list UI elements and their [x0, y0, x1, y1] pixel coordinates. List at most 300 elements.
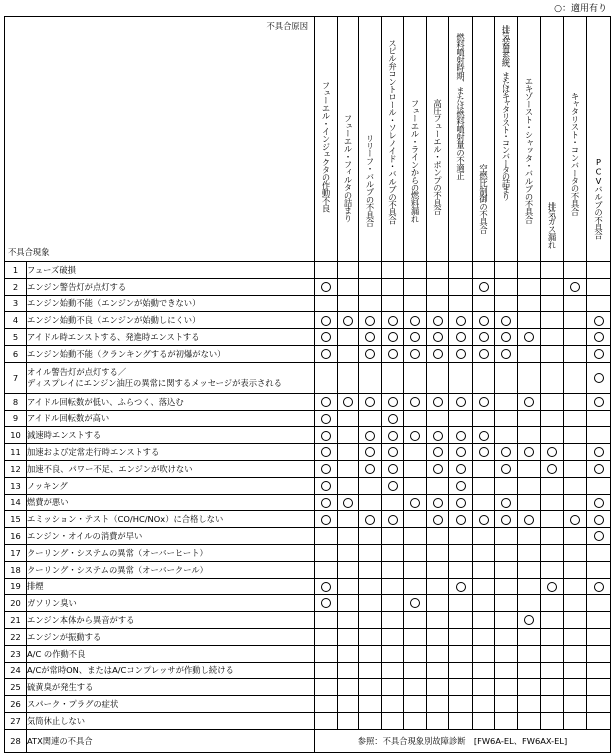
row-number: 28 — [5, 729, 27, 752]
cause-header — [427, 17, 449, 262]
table-row — [5, 362, 611, 393]
row-number: 14 — [5, 494, 27, 511]
applicability-cell — [564, 362, 587, 393]
table-row — [5, 628, 611, 645]
applicable-circle-icon — [365, 349, 375, 359]
applicability-cell — [564, 544, 587, 561]
applicable-circle-icon — [433, 498, 443, 508]
applicability-cell — [338, 662, 359, 679]
symptom-line: エミッション・テスト（CO/HC/NOx）に合格しない — [27, 514, 224, 525]
cause-label: フューエル・ラインからの燃料漏れ — [410, 99, 420, 223]
applicability-cell — [495, 511, 518, 528]
applicability-cell — [473, 312, 495, 329]
applicability-cell — [495, 494, 518, 511]
symptom-line: スパーク・プラグの症状 — [27, 699, 119, 710]
symptom-label — [27, 662, 315, 679]
cause-label: 燃料噴射時期、または燃料噴射量の不適正 — [455, 33, 466, 180]
table-row — [5, 278, 611, 295]
row-number: 4 — [5, 312, 27, 329]
applicable-circle-icon — [547, 447, 557, 457]
symptom-label — [27, 696, 315, 713]
symptom-label — [27, 645, 315, 662]
table-row — [5, 561, 611, 578]
applicable-circle-icon — [433, 515, 443, 525]
applicability-cell — [473, 393, 495, 410]
applicability-cell — [359, 544, 382, 561]
reference-note: 参照：不具合現象別故障診断 [FW6A-EL、FW6AX-EL] — [315, 729, 611, 752]
table-row — [5, 444, 611, 461]
applicability-cell — [449, 295, 473, 312]
symptom-line: A/Cが常時ON、またはA/Cコンプレッサが作動し続ける — [27, 665, 234, 676]
applicability-cell — [541, 345, 564, 362]
applicability-cell — [359, 410, 382, 427]
cause-header — [315, 17, 338, 262]
applicability-cell — [587, 494, 611, 511]
applicability-cell — [518, 628, 541, 645]
symptom-label — [27, 427, 315, 444]
applicable-circle-icon — [410, 397, 420, 407]
applicable-circle-icon — [501, 464, 511, 474]
applicability-cell — [449, 262, 473, 279]
row-number: 25 — [5, 679, 27, 696]
applicable-circle-icon — [524, 447, 534, 457]
applicable-circle-icon — [594, 397, 604, 407]
applicability-cell — [495, 595, 518, 612]
applicability-cell — [541, 295, 564, 312]
symptom-label — [27, 578, 315, 595]
applicability-cell — [315, 528, 338, 545]
applicability-cell — [587, 444, 611, 461]
applicability-cell — [315, 612, 338, 629]
applicability-cell — [473, 612, 495, 629]
applicability-cell — [473, 662, 495, 679]
applicability-cell — [495, 477, 518, 494]
applicability-cell — [518, 544, 541, 561]
applicability-cell — [315, 511, 338, 528]
symptom-label — [27, 362, 315, 393]
applicability-cell — [541, 511, 564, 528]
row-number: 9 — [5, 410, 27, 427]
applicability-cell — [564, 393, 587, 410]
applicable-circle-icon — [479, 515, 489, 525]
symptom-line: アイドル回転数が低い、ふらつく、落込む — [27, 396, 184, 407]
applicability-cell — [404, 278, 427, 295]
cause-label: 空燃比制御の不具合 — [478, 164, 489, 234]
applicability-cell — [541, 329, 564, 346]
applicable-circle-icon — [410, 349, 420, 359]
symptom-line: A/C の作動不良 — [27, 648, 86, 659]
applicability-cell — [382, 295, 404, 312]
applicability-cell — [449, 312, 473, 329]
row-number: 5 — [5, 329, 27, 346]
applicability-cell — [338, 612, 359, 629]
applicability-cell — [427, 393, 449, 410]
applicability-cell — [338, 329, 359, 346]
applicability-cell — [587, 595, 611, 612]
applicability-cell — [541, 628, 564, 645]
applicability-cell — [518, 679, 541, 696]
symptom-line: クーリング・システムの異常（オーバーヒート） — [27, 547, 208, 558]
row-number: 1 — [5, 262, 27, 279]
applicability-cell — [587, 477, 611, 494]
row-number: 8 — [5, 393, 27, 410]
applicability-cell — [404, 662, 427, 679]
applicability-cell — [449, 444, 473, 461]
applicable-circle-icon — [321, 464, 331, 474]
applicable-circle-icon — [456, 332, 466, 342]
applicability-cell — [427, 494, 449, 511]
applicability-cell — [404, 628, 427, 645]
symptom-line: 気筒休止しない — [27, 715, 86, 726]
applicability-cell — [473, 494, 495, 511]
applicability-cell — [541, 494, 564, 511]
header-row — [5, 17, 611, 262]
applicability-cell — [449, 544, 473, 561]
applicable-circle-icon — [365, 397, 375, 407]
applicable-circle-icon — [365, 431, 375, 441]
symptom-label — [27, 278, 315, 295]
applicable-circle-icon — [594, 531, 604, 541]
row-number: 2 — [5, 278, 27, 295]
applicability-cell — [315, 595, 338, 612]
applicability-cell — [564, 262, 587, 279]
applicability-cell — [564, 612, 587, 629]
applicability-cell — [495, 278, 518, 295]
applicable-circle-icon — [594, 349, 604, 359]
symptom-label — [27, 612, 315, 629]
applicability-cell — [495, 410, 518, 427]
symptom-line: ガソリン臭い — [27, 598, 77, 609]
applicability-cell — [427, 528, 449, 545]
applicability-cell — [338, 628, 359, 645]
applicability-cell — [315, 278, 338, 295]
applicability-cell — [518, 460, 541, 477]
applicability-cell — [315, 362, 338, 393]
applicability-cell — [587, 393, 611, 410]
applicability-cell — [315, 645, 338, 662]
applicability-cell — [338, 595, 359, 612]
applicability-cell — [382, 628, 404, 645]
applicability-cell — [587, 696, 611, 713]
applicability-cell — [404, 345, 427, 362]
applicability-cell — [315, 262, 338, 279]
applicability-cell — [315, 561, 338, 578]
applicability-cell — [449, 696, 473, 713]
applicability-cell — [382, 460, 404, 477]
applicable-circle-icon — [388, 316, 398, 326]
applicability-cell — [315, 477, 338, 494]
applicability-cell — [315, 345, 338, 362]
applicability-cell — [427, 561, 449, 578]
applicable-circle-icon — [321, 447, 331, 457]
applicability-cell — [427, 595, 449, 612]
applicability-cell — [587, 312, 611, 329]
applicable-circle-icon — [501, 349, 511, 359]
applicable-circle-icon — [456, 464, 466, 474]
applicable-circle-icon — [594, 498, 604, 508]
applicable-circle-icon — [456, 431, 466, 441]
applicability-cell — [359, 628, 382, 645]
applicability-cell — [382, 278, 404, 295]
applicable-circle-icon — [547, 582, 557, 592]
applicability-cell — [495, 345, 518, 362]
table-row — [5, 312, 611, 329]
applicability-cell — [382, 427, 404, 444]
row-number: 19 — [5, 578, 27, 595]
applicability-cell — [473, 578, 495, 595]
applicability-cell — [315, 544, 338, 561]
applicable-circle-icon — [456, 349, 466, 359]
applicable-circle-icon — [343, 498, 353, 508]
row-number: 10 — [5, 427, 27, 444]
applicability-cell — [382, 561, 404, 578]
applicable-circle-icon — [365, 464, 375, 474]
cause-header — [449, 17, 473, 262]
applicability-cell — [449, 578, 473, 595]
symptom-label — [27, 460, 315, 477]
applicability-cell — [518, 410, 541, 427]
applicability-cell — [564, 427, 587, 444]
applicability-cell — [338, 444, 359, 461]
cause-label: フューエル・フィルタの詰まり — [343, 114, 353, 222]
cause-label: 排気ガス漏れ — [547, 202, 557, 249]
applicability-cell — [541, 595, 564, 612]
applicability-cell — [382, 511, 404, 528]
table-row — [5, 578, 611, 595]
row-number: 18 — [5, 561, 27, 578]
applicability-cell — [382, 362, 404, 393]
applicability-cell — [382, 410, 404, 427]
applicability-cell — [338, 494, 359, 511]
applicability-cell — [359, 460, 382, 477]
applicable-circle-icon — [433, 332, 443, 342]
symptom-label — [27, 679, 315, 696]
applicability-cell — [495, 262, 518, 279]
applicable-circle-icon — [321, 282, 331, 292]
applicability-cell — [518, 427, 541, 444]
applicable-circle-icon — [410, 332, 420, 342]
applicability-cell — [427, 262, 449, 279]
applicability-cell — [404, 329, 427, 346]
applicability-cell — [338, 477, 359, 494]
table-row — [5, 511, 611, 528]
applicable-circle-icon — [479, 447, 489, 457]
applicable-circle-icon — [321, 431, 331, 441]
symptom-label: ATX関連の不具合 — [27, 729, 315, 752]
applicability-cell — [564, 561, 587, 578]
applicability-cell — [587, 345, 611, 362]
applicability-cell — [338, 295, 359, 312]
applicability-cell — [315, 712, 338, 729]
symptom-axis-label: 不具合現象 — [8, 247, 50, 257]
symptom-label — [27, 595, 315, 612]
applicable-circle-icon — [321, 481, 331, 491]
table-row — [5, 393, 611, 410]
applicability-cell — [473, 427, 495, 444]
applicability-cell — [473, 362, 495, 393]
applicability-cell — [338, 410, 359, 427]
applicable-circle-icon — [321, 582, 331, 592]
applicability-cell — [473, 712, 495, 729]
applicable-circle-icon — [321, 397, 331, 407]
applicability-cell — [382, 712, 404, 729]
applicability-cell — [587, 528, 611, 545]
applicability-cell — [587, 578, 611, 595]
applicable-circle-icon — [456, 582, 466, 592]
applicability-cell — [541, 528, 564, 545]
applicability-cell — [427, 511, 449, 528]
applicable-circle-icon — [594, 447, 604, 457]
applicability-cell — [359, 645, 382, 662]
symptom-line: ディスプレイにエンジン油圧の異常に関するメッセージが表示される — [27, 377, 282, 388]
applicable-circle-icon — [343, 397, 353, 407]
applicability-cell — [359, 278, 382, 295]
applicable-circle-icon — [501, 498, 511, 508]
applicability-cell — [427, 460, 449, 477]
symptom-label — [27, 345, 315, 362]
applicability-cell — [518, 561, 541, 578]
applicability-cell — [359, 561, 382, 578]
applicability-cell — [564, 329, 587, 346]
applicability-cell — [404, 262, 427, 279]
applicability-cell — [315, 444, 338, 461]
row-number: 13 — [5, 477, 27, 494]
applicability-cell — [587, 662, 611, 679]
applicability-cell — [587, 511, 611, 528]
applicability-cell — [495, 578, 518, 595]
cause-header — [382, 17, 404, 262]
applicability-cell — [382, 662, 404, 679]
applicability-cell — [382, 345, 404, 362]
applicability-cell — [564, 679, 587, 696]
applicability-cell — [338, 696, 359, 713]
applicability-cell — [404, 595, 427, 612]
applicable-circle-icon — [594, 515, 604, 525]
cause-label: キャタリスト・コンバータの不具合 — [570, 92, 580, 216]
applicable-circle-icon — [410, 498, 420, 508]
applicability-cell — [564, 595, 587, 612]
applicable-circle-icon — [501, 332, 511, 342]
applicability-cell — [518, 278, 541, 295]
symptom-line: アイドル回転数が高い — [27, 413, 110, 424]
applicability-cell — [404, 561, 427, 578]
applicability-cell — [564, 477, 587, 494]
row-number: 21 — [5, 612, 27, 629]
applicability-cell — [338, 427, 359, 444]
applicability-cell — [359, 696, 382, 713]
applicable-circle-icon — [594, 316, 604, 326]
applicability-cell — [449, 345, 473, 362]
applicability-cell — [382, 312, 404, 329]
applicability-cell — [495, 362, 518, 393]
applicable-circle-icon — [321, 332, 331, 342]
applicable-circle-icon — [456, 447, 466, 457]
applicability-cell — [495, 393, 518, 410]
applicability-cell — [359, 444, 382, 461]
row-number: 6 — [5, 345, 27, 362]
applicable-circle-icon — [524, 397, 534, 407]
applicability-cell — [427, 477, 449, 494]
row-number: 20 — [5, 595, 27, 612]
applicability-cell — [564, 696, 587, 713]
applicability-cell — [473, 295, 495, 312]
applicability-cell — [382, 444, 404, 461]
symptom-label — [27, 477, 315, 494]
row-number: 16 — [5, 528, 27, 545]
applicability-cell — [495, 544, 518, 561]
applicability-cell — [518, 362, 541, 393]
applicability-cell — [541, 262, 564, 279]
cause-header — [404, 17, 427, 262]
applicability-cell — [338, 262, 359, 279]
applicability-cell — [382, 612, 404, 629]
applicability-cell — [359, 329, 382, 346]
applicability-cell — [404, 712, 427, 729]
applicability-cell — [564, 511, 587, 528]
applicability-cell — [518, 696, 541, 713]
applicability-cell — [359, 477, 382, 494]
applicability-cell — [382, 494, 404, 511]
applicability-cell — [473, 528, 495, 545]
applicability-cell — [404, 477, 427, 494]
applicability-cell — [541, 477, 564, 494]
applicability-cell — [315, 628, 338, 645]
row-number: 23 — [5, 645, 27, 662]
applicable-circle-icon — [433, 349, 443, 359]
applicability-cell — [473, 262, 495, 279]
table-row — [5, 410, 611, 427]
symptom-label — [27, 712, 315, 729]
applicable-circle-icon — [388, 397, 398, 407]
applicability-cell — [449, 612, 473, 629]
symptom-line: アイドル時エンストする、発進時エンストする — [27, 332, 200, 343]
applicable-circle-icon — [388, 464, 398, 474]
applicability-cell — [449, 595, 473, 612]
applicability-cell — [449, 645, 473, 662]
applicability-cell — [382, 696, 404, 713]
symptom-label — [27, 444, 315, 461]
applicability-cell — [473, 628, 495, 645]
applicability-cell — [449, 362, 473, 393]
applicability-cell — [404, 696, 427, 713]
applicability-cell — [495, 444, 518, 461]
applicability-cell — [315, 329, 338, 346]
row-number: 22 — [5, 628, 27, 645]
cause-label: スピル弁コントロール・ソレノイド・バルブの不具合 — [387, 39, 398, 224]
symptom-line: クーリング・システムの異常（オーバークール） — [27, 564, 208, 575]
applicability-cell — [541, 444, 564, 461]
applicability-cell — [495, 561, 518, 578]
applicable-circle-icon — [479, 316, 489, 326]
applicability-cell — [518, 494, 541, 511]
applicability-cell — [359, 295, 382, 312]
applicability-cell — [315, 312, 338, 329]
table-row — [5, 427, 611, 444]
applicability-cell — [473, 329, 495, 346]
applicability-cell — [564, 444, 587, 461]
applicable-circle-icon — [388, 414, 398, 424]
symptom-line: ノッキング — [27, 480, 68, 491]
applicable-circle-icon — [321, 316, 331, 326]
table-row — [5, 460, 611, 477]
applicability-cell — [449, 410, 473, 427]
cause-label: 排気装置系統、またはキャタリスト・コンバータの詰まり — [501, 25, 511, 200]
applicable-circle-icon — [594, 332, 604, 342]
applicable-circle-icon — [456, 481, 466, 491]
applicability-cell — [449, 460, 473, 477]
applicability-cell — [518, 444, 541, 461]
row-number: 12 — [5, 460, 27, 477]
